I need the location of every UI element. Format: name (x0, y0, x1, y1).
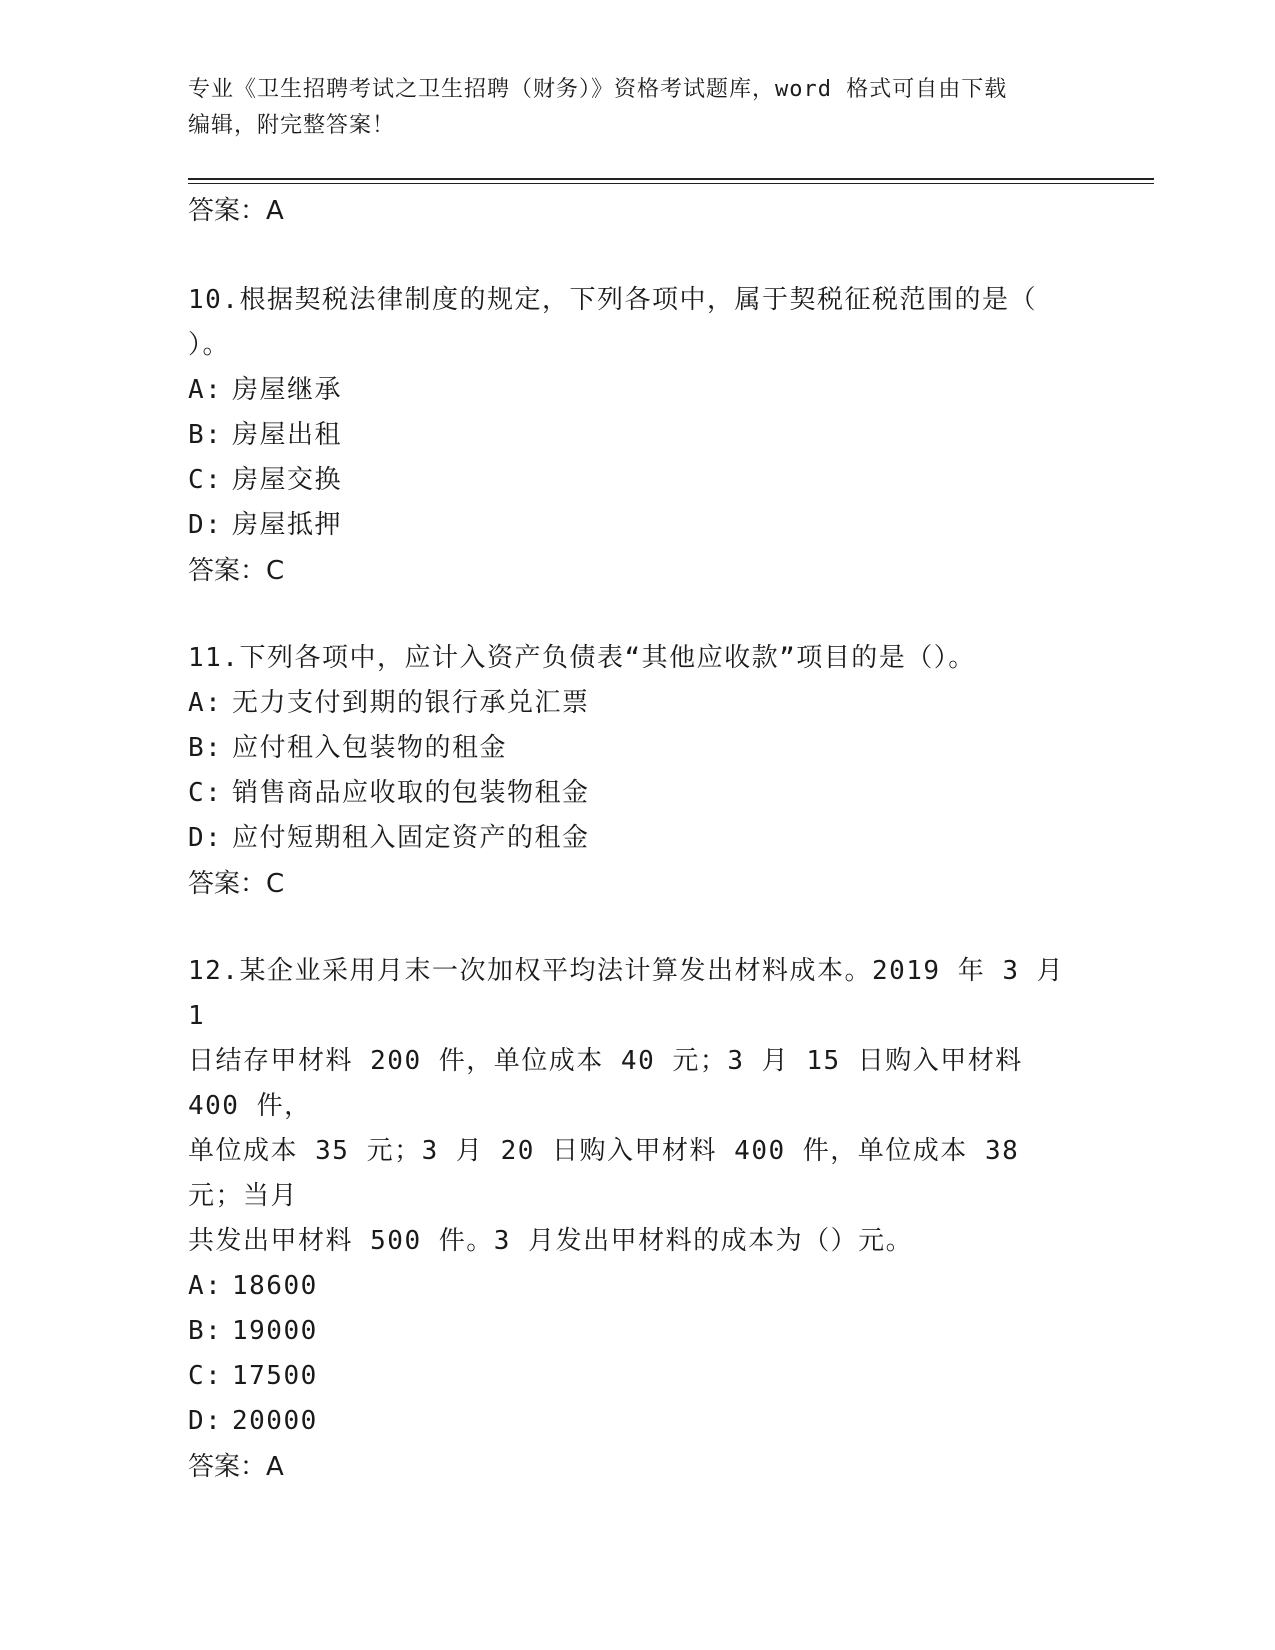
question-list (188, 188, 1088, 1490)
option-letter: A: (188, 1271, 223, 1301)
option-text: 无力支付到期的银行承兑汇票 (232, 688, 590, 718)
option-c (188, 458, 1088, 503)
option-d (188, 1399, 1088, 1444)
option-letter: C: (188, 1361, 223, 1391)
spacer (188, 907, 1088, 949)
option-letter: A: (188, 375, 223, 405)
option-text: 18600 (232, 1271, 318, 1301)
answer: 答案：C (188, 556, 285, 586)
option-text: 17500 (232, 1361, 318, 1391)
option-text: 20000 (232, 1406, 318, 1436)
option-b (188, 1309, 1088, 1354)
option-text: 房屋交换 (232, 465, 343, 495)
option-c (188, 1354, 1088, 1399)
option-letter: B: (188, 733, 223, 763)
question-10 (188, 278, 1088, 594)
question-stem-line: 日结存甲材料 200 件，单位成本 40 元；3 月 15 日购入甲材料 400 件， (188, 1046, 1023, 1121)
option-d (188, 816, 1088, 861)
option-letter: C: (188, 778, 223, 808)
option-letter: B: (188, 1316, 223, 1346)
option-c (188, 771, 1088, 816)
option-letter: B: (188, 420, 223, 450)
option-a (188, 681, 1088, 726)
header-line-1: 专业《卫生招聘考试之卫生招聘（财务）》资格考试题库，word 格式可自由下载 (188, 77, 1008, 102)
option-b (188, 726, 1088, 771)
answer-previous: 答案：A (188, 196, 284, 226)
answer: 答案：A (188, 1452, 284, 1482)
option-text: 应付短期租入固定资产的租金 (232, 823, 590, 853)
option-letter: C: (188, 465, 223, 495)
option-b (188, 413, 1088, 458)
option-text: 房屋抵押 (232, 510, 343, 540)
option-text: 销售商品应收取的包装物租金 (232, 778, 590, 808)
option-a (188, 368, 1088, 413)
question-stem-line: 11.下列各项中，应计入资产负债表“其他应收款”项目的是（）。 (188, 643, 976, 673)
option-letter: A: (188, 688, 223, 718)
option-letter: D: (188, 510, 223, 540)
option-letter: D: (188, 1406, 223, 1436)
option-text: 房屋出租 (232, 420, 343, 450)
question-stem-line: 10.根据契税法律制度的规定，下列各项中，属于契税征税范围的是（ (188, 285, 1037, 315)
option-text: 19000 (232, 1316, 318, 1346)
question-stem-line: 共发出甲材料 500 件。3 月发出甲材料的成本为（）元。 (188, 1226, 914, 1256)
option-text: 房屋继承 (232, 375, 343, 405)
spacer (188, 594, 1088, 636)
document-header (188, 72, 1088, 144)
header-line-2: 编辑，附完整答案！ (188, 113, 396, 138)
question-12 (188, 949, 1088, 1490)
question-11 (188, 636, 1088, 907)
question-stem-line: 12.某企业采用月末一次加权平均法计算发出材料成本。2019 年 3 月 1 (188, 956, 1065, 1031)
header-divider-thick (188, 178, 1154, 180)
header-divider-thin (188, 183, 1154, 184)
option-a (188, 1264, 1088, 1309)
question-stem-line: ）。 (188, 330, 231, 360)
answer: 答案：C (188, 869, 285, 899)
option-d (188, 503, 1088, 548)
spacer (188, 234, 1088, 278)
option-text: 应付租入包装物的租金 (232, 733, 508, 763)
question-stem-line: 单位成本 35 元；3 月 20 日购入甲材料 400 件，单位成本 38 元；当月 (188, 1136, 1020, 1211)
option-letter: D: (188, 823, 223, 853)
